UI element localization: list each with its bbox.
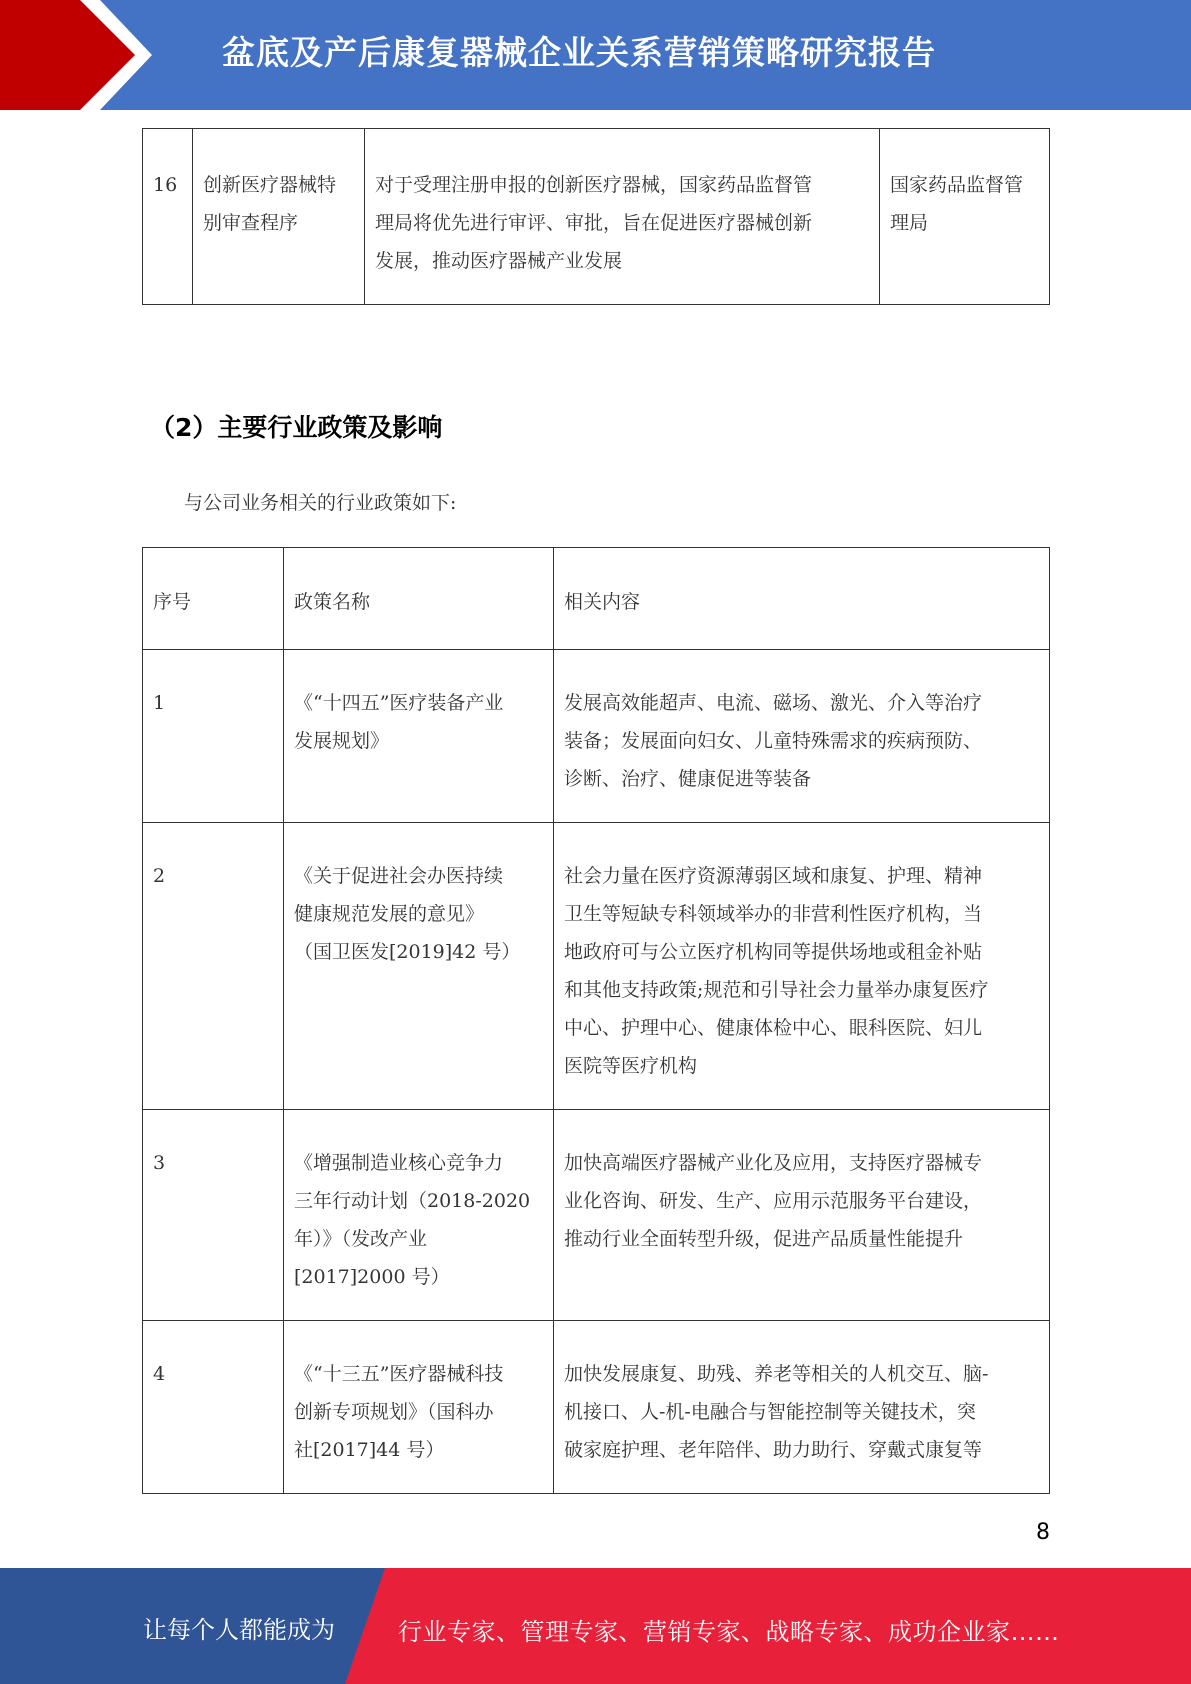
row-number: 16 [143,129,193,305]
policy-name: 《“十三五”医疗器械科技 创新专项规划》（国科办 社[2017]44 号） [284,1321,554,1494]
row-number: 3 [143,1110,284,1321]
policy-content: 发展高效能超声、电流、磁场、激光、介入等治疗 装备；发展面向妇女、儿童特殊需求的疾病预防、 诊断、治疗、健康促进等装备 [554,650,1050,823]
policy-name: 《增强制造业核心竞争力 三年行动计划（2018-2020 年）》（发改产业 [2017]2000 号） [284,1110,554,1321]
row-number: 4 [143,1321,284,1494]
section-intro: 与公司业务相关的行业政策如下: [184,492,457,514]
row-number: 2 [143,823,284,1110]
table-row [143,129,1050,305]
table-row [143,650,1050,823]
row-number: 1 [143,650,284,823]
table-row [143,1321,1050,1494]
header-banner [0,0,1191,110]
document-title: 盆底及产后康复器械企业关系营销策略研究报告 [222,33,936,72]
footer-slogan-right: 行业专家、管理专家、营销专家、战略专家、成功企业家…… [398,1618,1060,1646]
table-row [143,823,1050,1110]
policy-content: 加快发展康复、助残、养老等相关的人机交互、脑- 机接口、人-机-电融合与智能控制等关键技术，突 破家庭护理、老年陪伴、助力助行、穿戴式康复等 [554,1321,1050,1494]
policy-name: 《关于促进社会办医持续 健康规范发展的意见》 （国卫医发[2019]42 号） [284,823,554,1110]
section-heading: （2）主要行业政策及影响 [150,413,443,442]
policy-content: 社会力量在医疗资源薄弱区域和康复、护理、精神 卫生等短缺专科领域举办的非营利性医疗机构，当 地政府可与公立医疗机构同等提供场地或租金补贴 和其他支持政策;规范和引导社会力量举办康复医疗 中心、护理中心、健康体检中心、眼科医院、妇儿 医院等医疗机构 [554,823,1050,1110]
policy-content: 加快高端医疗器械产业化及应用，支持医疗器械专 业化咨询、研发、生产、应用示范服务平台建设， 推动行业全面转型升级，促进产品质量性能提升 [554,1110,1050,1321]
issuing-authority: 国家药品监督管 理局 [880,129,1050,305]
table-row [143,1110,1050,1321]
continuation-table [142,128,1050,305]
column-header-number: 序号 [143,548,284,650]
policy-table [142,547,1050,1494]
page-number: 8 [1036,1520,1050,1545]
table-header-row [143,548,1050,650]
footer-banner [0,1568,1191,1684]
column-header-policy-name: 政策名称 [284,548,554,650]
column-header-content: 相关内容 [554,548,1050,650]
policy-content: 对于受理注册申报的创新医疗器械，国家药品监督管 理局将优先进行审评、审批，旨在促进医疗器械创新 发展，推动医疗器械产业发展 [365,129,880,305]
policy-name: 《“十四五”医疗装备产业 发展规划》 [284,650,554,823]
policy-name: 创新医疗器械特 别审查程序 [193,129,365,305]
footer-slogan-left: 让每个人都能成为 [143,1616,335,1644]
